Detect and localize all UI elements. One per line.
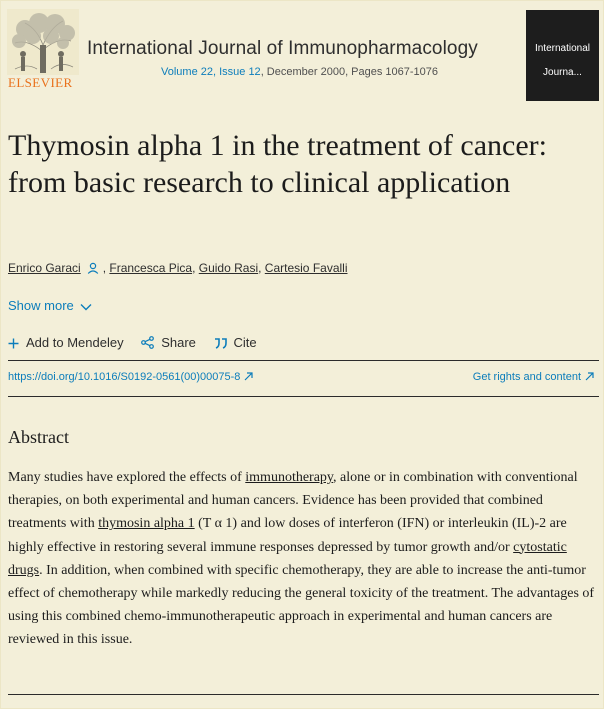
share-button[interactable] [141,335,196,350]
tree-logo-icon [7,9,79,75]
external-link-icon [244,372,253,381]
doi-text: https://doi.org/10.1016/S0192-0561(00)00075-8 [8,371,241,383]
external-link-icon [585,372,594,381]
issue-info [161,66,438,78]
author-link-garaci[interactable]: Enrico Garaci [8,261,81,275]
show-more-label: Show more [8,298,74,313]
journal-cover-thumbnail[interactable] [526,10,599,101]
divider [8,360,599,361]
add-to-mendeley-button[interactable] [8,335,124,350]
publisher-name: ELSEVIER [8,75,73,90]
journal-title[interactable]: International Journal of Immunopharmacology [87,38,478,59]
article-title: Thymosin alpha 1 in the treatment of cancer: from basic research to clinical application [8,129,547,199]
topic-link-cytostatic-drugs[interactable]: cytostatic drugs [8,539,567,578]
show-more-button[interactable] [8,298,92,313]
topic-link-thymosin[interactable]: thymosin alpha 1 [98,516,195,532]
cover-text-line1: International [534,43,591,54]
abstract-text [8,466,601,652]
abstract-text-part: , alone or in combination with conventional therapies, on both experimental and human cancers. Evidence has been provided that combined treatments with [8,470,578,532]
plus-icon [8,338,19,349]
divider [8,694,599,695]
share-label: Share [161,335,196,350]
author-separator: , [102,261,110,275]
abstract-text-part: . In addition, when combined with specific chemotherapy, they are able to increase the anti-tumor effect of chemotherapy while markedly reducing the general toxicity of the treatment. The advantages of using this combined chemo-immunotherapeutic approach in experimental and human cancers are reviewed in this issue. [8,562,595,648]
corresponding-author-icon[interactable] [87,262,99,277]
author-link-favalli[interactable]: Cartesio Favalli [264,261,348,275]
chevron-down-icon [80,303,92,311]
author-link-pica[interactable]: Francesca Pica [109,261,193,275]
abstract-text-part: Many studies have explored the effects of [8,470,246,485]
divider [8,396,599,397]
cite-label: Cite [233,335,257,350]
abstract-heading: Abstract [8,427,69,447]
topic-link-immunotherapy[interactable]: immunotherapy [245,470,334,485]
cite-button[interactable] [214,335,257,350]
quote-icon [214,338,227,349]
author-list [8,261,348,277]
add-to-mendeley-label: Add to Mendeley [26,335,124,350]
cover-text-line2: Journa... [543,67,582,78]
get-rights-link[interactable] [473,371,594,383]
volume-issue-link[interactable]: Volume 22, Issue 12 [161,66,261,78]
journal-header [1,1,604,111]
issue-date-pages: , December 2000, Pages 1067-1076 [260,66,439,78]
article-actions [8,335,271,350]
abstract-text-part: (T α 1) and low doses of interferon (IFN) or interleukin (IL)-2 are highly effective in restoring several immune responses depressed by tumor growth and/or [8,516,567,555]
author-separator: , [192,261,199,275]
author-separator: , [258,261,265,275]
author-link-rasi[interactable]: Guido Rasi [198,261,259,275]
share-icon [141,336,154,349]
get-rights-text: Get rights and content [472,371,581,383]
doi-link[interactable] [8,371,253,383]
